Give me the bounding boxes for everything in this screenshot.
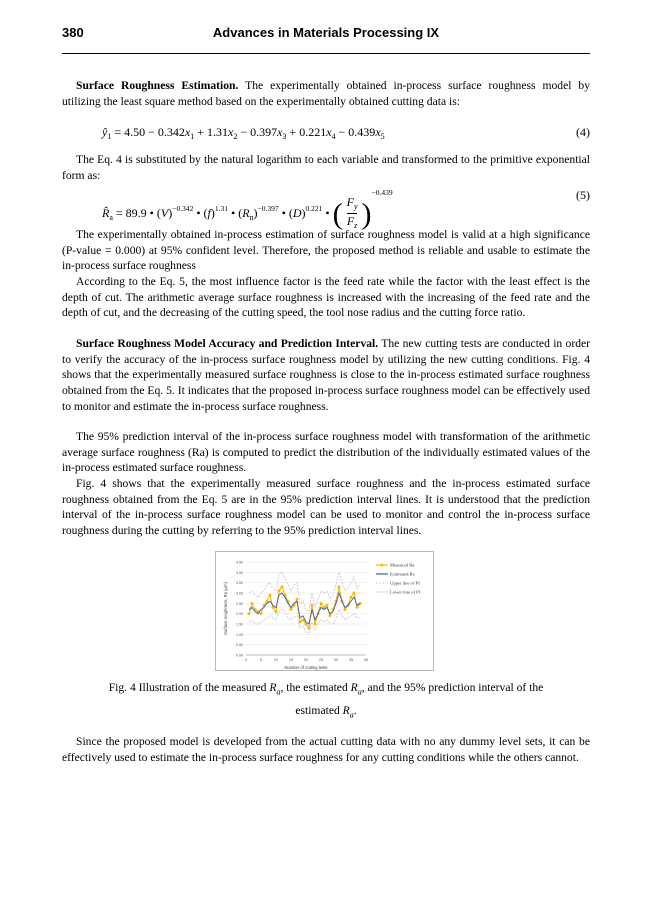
- data-point: [295, 597, 299, 601]
- figure-4-chart: [215, 551, 434, 671]
- equation-5-number: (5): [576, 188, 590, 202]
- y-tick-label: 3.50: [236, 581, 243, 586]
- y-tick-label: 2.00: [236, 612, 243, 617]
- chart-svg: [216, 552, 435, 672]
- figure-4-caption: [62, 678, 590, 725]
- caption-ra-3: $R_a$: [342, 704, 354, 720]
- y-tick-label: 2.50: [236, 601, 243, 606]
- caption-text-5: .: [353, 704, 357, 718]
- equation-4-body: $ŷ_1 = 4.50 - 0.342x_1 + 1.31x_2 - 0.397x_3 + 0.221x_4 - 0.439x_5$: [102, 125, 385, 141]
- legend-label: Estimated Ra: [390, 571, 415, 577]
- x-tick-label: 15: [288, 658, 294, 662]
- data-point: [310, 604, 314, 608]
- series-line-3: [249, 610, 360, 633]
- x-tick-label: 40: [363, 658, 369, 662]
- section-heading-model-accuracy: Surface Roughness Model Accuracy and Prediction Interval.: [76, 337, 379, 350]
- x-tick-label: 20: [303, 658, 309, 662]
- legend-label: Upper line of PI: [390, 580, 420, 586]
- data-point: [337, 585, 341, 589]
- y-tick-label: 0.00: [236, 653, 243, 658]
- data-point: [328, 614, 332, 618]
- section-heading-roughness-estimation: Surface Roughness Estimation.: [76, 79, 239, 92]
- paragraph-1: [62, 78, 590, 109]
- x-tick-label: 25: [318, 658, 324, 662]
- x-tick-label: 30: [333, 658, 339, 662]
- caption-text-4: estimated: [295, 704, 343, 718]
- y-tick-label: 4.50: [236, 560, 243, 565]
- legend-marker: [380, 563, 384, 567]
- x-tick-label: 35: [348, 658, 354, 662]
- x-tick-label: 5: [259, 658, 263, 662]
- x-tick-label: 0: [244, 658, 248, 662]
- y-tick-label: 1.00: [236, 632, 243, 637]
- series-line-1: [249, 593, 360, 624]
- paragraph-2: The Eq. 4 is substituted by the natural logarithm to each variable and transformed to the primitive exponential form as:: [62, 153, 590, 182]
- paragraph-7: Fig. 4 shows that the experimentally measured surface roughness and the in-process estimated surface roughness obtained from the Eq. 5 are in the 95% prediction interval lines. It is understood that the prediction interval of the in-process surface roughness model can be used to monitor and control the in-process surface roughness during the cutting by referring to the 95% prediction interval lines.: [62, 477, 590, 538]
- equation-5-body: $R̂_a = 89.9$ • $(V)^{-0.342}$ • $(f)^{1.31}$ • $(R_n)^{-0.397}$ • $(D)^{0.221}$ • ( $\frac{F_y}{F_z} )^{-0.439}$: [102, 188, 393, 231]
- caption-text-3: , and the 95% prediction interval of the: [361, 681, 544, 694]
- y-axis-label: Surface roughness, Ra (µm): [223, 582, 228, 635]
- paragraph-5-text: The new cutting tests are conducted in order to verify the accuracy of the in-process surface roughness model by utilizing the new cutting conditions. Fig. 4 shows that the experimentally measured surface roughness is close to the in-process estimated surface roughness obtained from the Eq. 5. It indicates that the proposed in-process surface roughness model can be effectively used to monitor and estimate the in-process surface roughness.: [62, 337, 590, 413]
- caption-text-1: Fig. 4 Illustration of the measured: [108, 681, 270, 694]
- equation-5: [62, 182, 590, 231]
- y-tick-label: 3.00: [236, 591, 243, 596]
- paragraph-3: The experimentally obtained in-process estimation of surface roughness model is valid at a high significance (P-value = 0.000) at 95% confident level. Therefore, the proposed method is reliable and usable to estimate the in-process surface roughness: [62, 228, 590, 273]
- caption-ra-2: $R_a$: [350, 681, 362, 697]
- paragraph-4: According to the Eq. 5, the most influence factor is the feed rate while the factor with the least effect is the depth of cut. The arithmetic average surface roughness is increased with the increasing of the feed rate and the depth of cut, and the decreasing of the cutting speed, the tool nose radius and the cutting force ratio.: [62, 275, 590, 320]
- legend-label: Measured Ra: [390, 562, 415, 568]
- journal-title: Advances in Materials Processing IX: [212, 25, 440, 40]
- equation-4-number: (4): [576, 125, 590, 139]
- data-point: [250, 601, 254, 605]
- caption-text-2: , the estimated: [280, 681, 351, 694]
- paragraph-1-text: The experimentally obtained in-process surface roughness model by utilizing the least square method based on the experimentally obtained cutting data is:: [62, 79, 590, 108]
- running-header: [62, 22, 590, 54]
- equation-4: [62, 125, 590, 145]
- x-axis-label: Number of cutting tests: [284, 665, 328, 670]
- data-point: [313, 622, 317, 626]
- paragraph-8: Since the proposed model is developed from the actual cutting data with no any dummy level sets, it can be effectively used to estimate the in-process surface roughness for any cutting conditions while the others cannot.: [62, 735, 590, 764]
- paragraph-5: [62, 336, 590, 415]
- y-tick-label: 0.50: [236, 643, 243, 648]
- x-tick-label: 10: [273, 658, 279, 662]
- y-tick-label: 4.00: [236, 570, 243, 575]
- paragraph-6: The 95% prediction interval of the in-process surface roughness model with transformation of the arithmetic average surface roughness (Ra) is computed to predict the distribution of the individually estimated values of the in-process estimated surface roughness.: [62, 430, 590, 475]
- data-point: [268, 593, 272, 597]
- data-point: [247, 612, 251, 616]
- page-number: 380: [62, 25, 84, 40]
- legend-label: Lower line of PI: [390, 589, 421, 595]
- caption-ra-1: $R_a$: [269, 681, 281, 697]
- y-tick-label: 1.50: [236, 622, 243, 627]
